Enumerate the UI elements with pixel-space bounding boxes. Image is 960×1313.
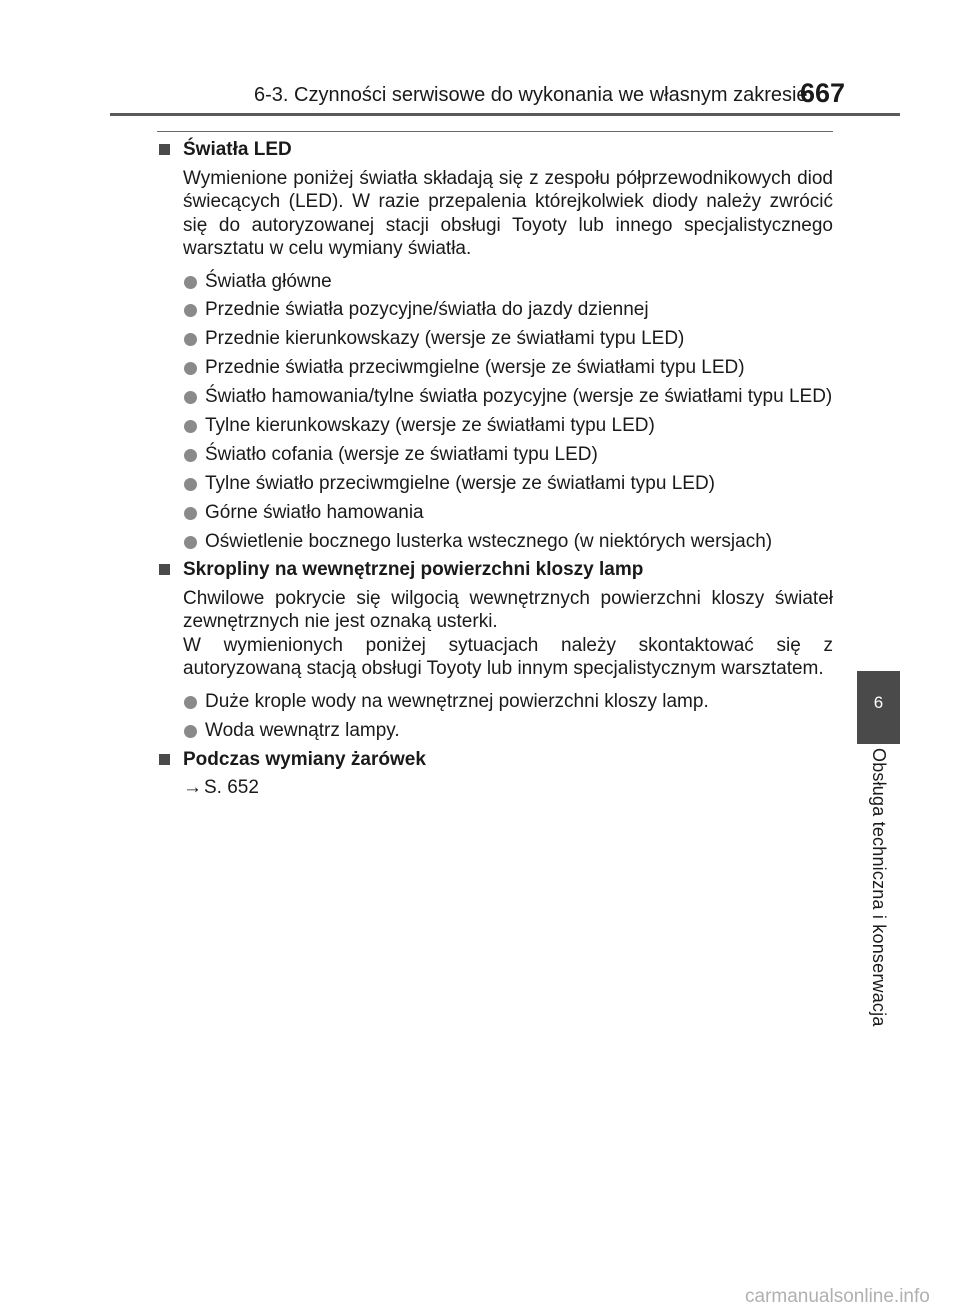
- circle-bullet-icon: [184, 449, 197, 462]
- square-bullet-icon: [159, 754, 170, 765]
- list-item-text: Światło hamowania/tylne światła pozycyjne (wersje ze światłami typu LED): [205, 386, 833, 408]
- circle-bullet-icon: [184, 507, 197, 520]
- list-item-text: Światło cofania (wersje ze światłami typu LED): [205, 443, 598, 465]
- list-item: [157, 501, 833, 525]
- bullet-list: [157, 270, 833, 554]
- circle-bullet-icon: [184, 478, 197, 491]
- circle-bullet-icon: [184, 536, 197, 549]
- section-heading: [157, 748, 833, 772]
- list-item-text: Przednie światła pozycyjne/światła do jazdy dziennej: [205, 299, 649, 321]
- circle-bullet-icon: [184, 696, 197, 709]
- page-reference: [183, 776, 833, 800]
- chapter-tab[interactable]: [857, 671, 900, 744]
- list-item: [157, 414, 833, 438]
- list-item-text: Światła główne: [205, 270, 332, 292]
- paragraph: W wymienionych poniżej sytuacjach należy skontaktować się z autoryzowaną stacją obsługi Toyoty lub innym specjalistycznym warsztatem.: [183, 634, 833, 680]
- section-bulb-replacement: [157, 748, 833, 800]
- header-divider: [110, 113, 900, 116]
- list-item-text: Przednie światła przeciwmgielne (wersje ze światłami typu LED): [205, 357, 745, 379]
- paragraph: Chwilowe pokrycie się wilgocią wewnętrznych powierzchni kloszy świateł zewnętrznych nie jest oznaką usterki.: [183, 587, 833, 633]
- circle-bullet-icon: [184, 420, 197, 433]
- list-item-text: Przednie kierunkowskazy (wersje ze światłami typu LED): [205, 328, 685, 350]
- section-heading-text: Podczas wymiany żarówek: [183, 748, 426, 770]
- list-item-text: Duże krople wody na wewnętrznej powierzchni kloszy lamp.: [205, 690, 709, 712]
- chapter-title: Obsługa techniczna i konserwacja: [869, 748, 889, 1027]
- list-item-text: Woda wewnątrz lampy.: [205, 719, 400, 741]
- running-header-title: 6-3. Czynności serwisowe do wykonania we własnym zakresie: [254, 84, 808, 106]
- list-item: [157, 270, 833, 294]
- square-bullet-icon: [159, 564, 170, 575]
- list-item: [157, 443, 833, 467]
- paragraph: Wymienione poniżej światła składają się z zespołu półprzewodnikowych diod świecących (LED). W razie przepalenia którejkolwiek diody należy zwrócić się do autoryzowanej stacji obsługi Toyoty lub innego specjalistycznego warsztatu w celu wymiany światła.: [183, 167, 833, 259]
- circle-bullet-icon: [184, 276, 197, 289]
- page-content: [157, 138, 833, 800]
- circle-bullet-icon: [184, 725, 197, 738]
- section-heading: [157, 138, 833, 162]
- section-heading-text: Skropliny na wewnętrznej powierzchni kloszy lamp: [183, 559, 644, 581]
- list-item: [157, 690, 833, 714]
- section-heading-text: Światła LED: [183, 139, 292, 160]
- square-bullet-icon: [159, 144, 170, 155]
- list-item-text: Tylne światło przeciwmgielne (wersje ze światłami typu LED): [205, 472, 716, 494]
- page-reference-link[interactable]: S. 652: [204, 777, 259, 799]
- circle-bullet-icon: [184, 333, 197, 346]
- list-item: [157, 327, 833, 351]
- section-heading: [157, 558, 833, 582]
- circle-bullet-icon: [184, 391, 197, 404]
- list-item-text: Tylne kierunkowskazy (wersje ze światłami typu LED): [205, 414, 655, 436]
- list-item-text: Oświetlenie bocznego lusterka wstecznego (w niektórych wersjach): [205, 530, 773, 552]
- list-item: [157, 385, 833, 409]
- list-item: [157, 298, 833, 322]
- list-item: [157, 472, 833, 496]
- section-led-lights: [157, 138, 833, 553]
- circle-bullet-icon: [184, 362, 197, 375]
- bullet-list: [157, 690, 833, 742]
- right-arrow-icon: →: [183, 777, 202, 799]
- page-number: 667: [800, 78, 846, 108]
- list-item-text: Górne światło hamowania: [205, 501, 424, 523]
- section-condensation: [157, 558, 833, 742]
- list-item: [157, 530, 833, 554]
- list-item: [157, 356, 833, 380]
- list-item: [157, 719, 833, 743]
- content-divider: [157, 131, 833, 132]
- chapter-number: 6: [873, 693, 884, 712]
- circle-bullet-icon: [184, 304, 197, 317]
- watermark: carmanualsonline.info: [745, 1286, 930, 1307]
